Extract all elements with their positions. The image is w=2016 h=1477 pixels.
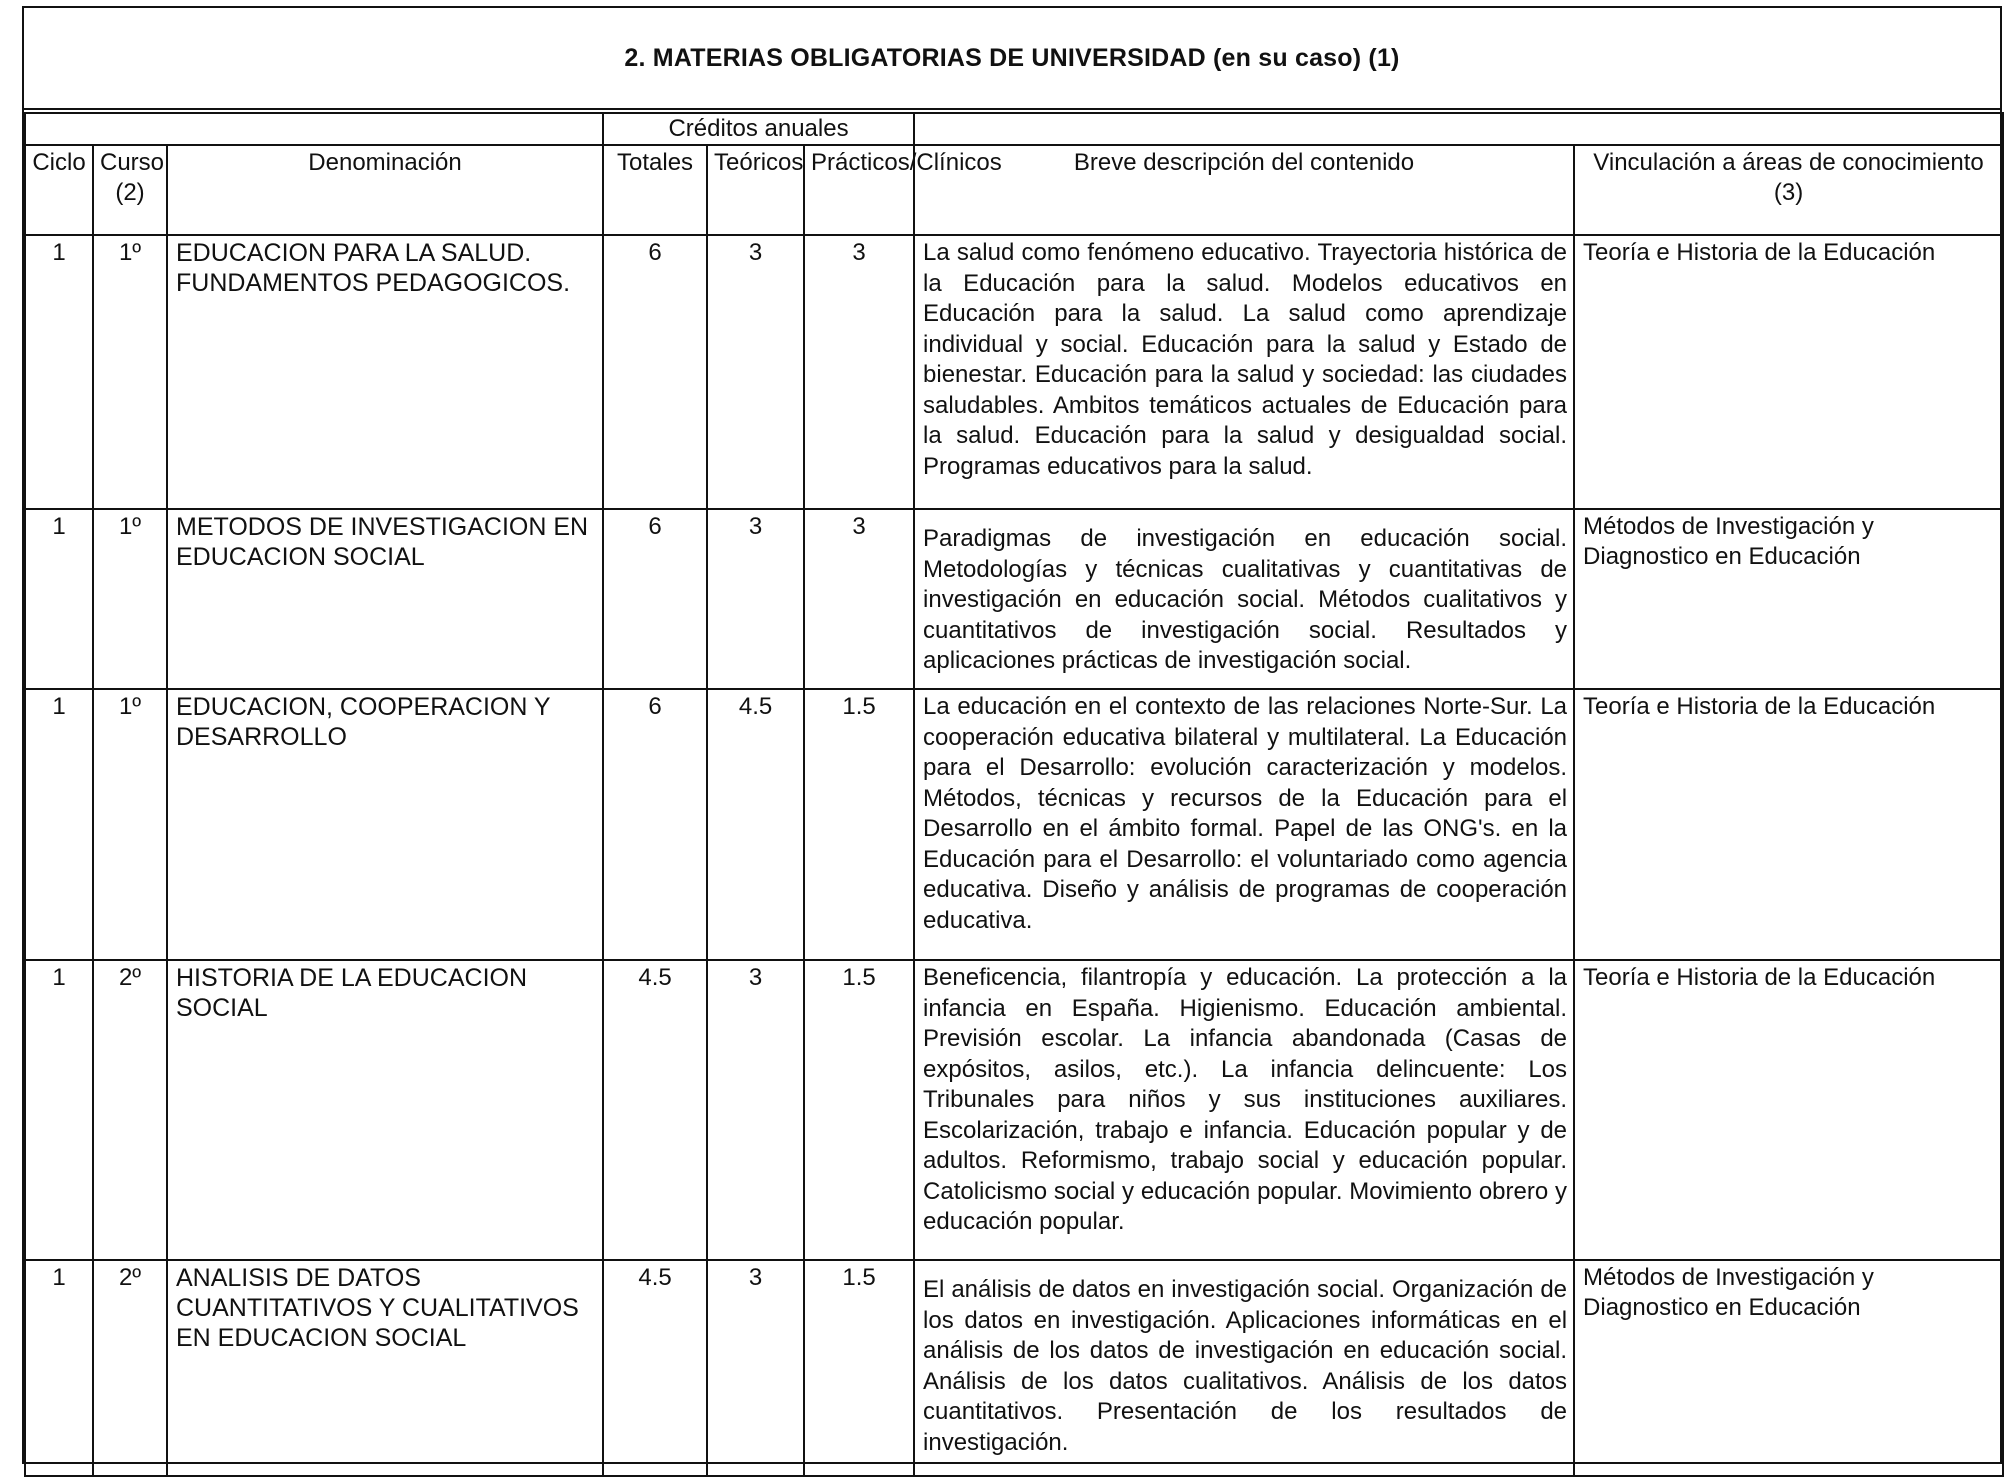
cell-ciclo: 1 — [25, 689, 93, 960]
table-row — [25, 960, 2003, 1260]
cell-ciclo: 1 — [25, 235, 93, 509]
table-row — [25, 235, 2003, 509]
cell-area: Métodos de Investigación y Diagnostico en Educación — [1574, 1260, 2003, 1476]
cell-practicos: 1.5 — [804, 689, 914, 960]
page-title: 2. MATERIAS OBLIGATORIAS DE UNIVERSIDAD (en su caso) (1) — [624, 43, 1400, 72]
cell-descripcion: La salud como fenómeno educativo. Trayectoria histórica de la Educación para la salud. Modelos educativos en Educación para la salud. La salud como aprendizaje individual y social. Educación para la salud y Estado de bienestar. Educación para la salud y sociedad: las ciudades saludables. Ambitos temáticos actuales de Educación para la salud. Educación para la salud y desigualdad social. Programas educativos para la salud. — [914, 235, 1574, 509]
cell-curso: 2º — [93, 960, 167, 1260]
cell-denominacion: ANALISIS DE DATOS CUANTITATIVOS Y CUALITATIVOS EN EDUCACION SOCIAL — [167, 1260, 603, 1476]
table-row — [25, 689, 2003, 960]
cell-practicos: 1.5 — [804, 960, 914, 1260]
cell-curso: 2º — [93, 1260, 167, 1476]
cell-area: Teoría e Historia de la Educación — [1574, 689, 2003, 960]
cell-totales: 4.5 — [603, 960, 707, 1260]
cell-area: Teoría e Historia de la Educación — [1574, 235, 2003, 509]
header-group-row — [25, 113, 2003, 145]
cell-totales: 6 — [603, 509, 707, 689]
header-vinculacion: Vinculación a áreas de conocimiento (3) — [1574, 145, 2003, 235]
cell-area: Teoría e Historia de la Educación — [1574, 960, 2003, 1260]
cell-curso: 1º — [93, 509, 167, 689]
cell-descripcion: Paradigmas de investigación en educación social. Metodologías y técnicas cualitativas y cuantitativas de investigación en educación social. Métodos cualitativos y cuantitativos de investigación social. Resultados y aplicaciones prácticas de investigación social. — [914, 509, 1574, 689]
cell-descripcion: La educación en el contexto de las relaciones Norte-Sur. La cooperación educativa bilateral y multilateral. La Educación para el Desarrollo: evolución caracterización y modelos. Métodos, técnicas y recursos de la Educación para el Desarrollo en el ámbito formal. Papel de las ONG's. en la Educación para el Desarrollo: el voluntariado como agencia educativa. Diseño y análisis de programas de cooperación educativa. — [914, 689, 1574, 960]
cell-descripcion: Beneficencia, filantropía y educación. La protección a la infancia en España. Higienismo. Educación ambiental. Previsión escolar. La infancia abandonada (Casas de expósitos, asilos, etc.). La infancia delincuente: Los Tribunales para niños y sus instituciones auxiliares. Escolarización, trabajo e infancia. Educación popular y de adultos. Reformismo, trabajo social y educación popular. Catolicismo social y educación popular. Movimiento obrero y educación popular. — [914, 960, 1574, 1260]
header-totales: Totales — [603, 145, 707, 235]
cell-teoricos: 3 — [707, 1260, 804, 1476]
header-ciclo: Ciclo — [25, 145, 93, 235]
cell-practicos: 3 — [804, 509, 914, 689]
cell-totales: 4.5 — [603, 1260, 707, 1476]
cell-denominacion: HISTORIA DE LA EDUCACION SOCIAL — [167, 960, 603, 1260]
header-row — [25, 145, 2003, 235]
cell-denominacion: EDUCACION PARA LA SALUD. FUNDAMENTOS PEDAGOGICOS. — [167, 235, 603, 509]
cell-totales: 6 — [603, 689, 707, 960]
cell-teoricos: 3 — [707, 509, 804, 689]
table-row — [25, 509, 2003, 689]
header-denominacion: Denominación — [167, 145, 603, 235]
header-teoricos: Teóricos — [707, 145, 804, 235]
cell-curso: 1º — [93, 689, 167, 960]
cell-denominacion: METODOS DE INVESTIGACION EN EDUCACION SOCIAL — [167, 509, 603, 689]
cell-curso: 1º — [93, 235, 167, 509]
cell-ciclo: 1 — [25, 1260, 93, 1476]
cell-practicos: 3 — [804, 235, 914, 509]
cell-totales: 6 — [603, 235, 707, 509]
header-practicos: Prácticos/Clínicos — [804, 145, 914, 235]
document-frame — [22, 6, 2002, 1464]
subjects-table — [24, 112, 2004, 1477]
cell-practicos: 1.5 — [804, 1260, 914, 1476]
header-curso: Curso (2) — [93, 145, 167, 235]
cell-teoricos: 3 — [707, 235, 804, 509]
table-row — [25, 1260, 2003, 1476]
header-credits-group: Créditos anuales — [603, 113, 914, 145]
cell-teoricos: 4.5 — [707, 689, 804, 960]
cell-denominacion: EDUCACION, COOPERACION Y DESARROLLO — [167, 689, 603, 960]
cell-ciclo: 1 — [25, 509, 93, 689]
cell-teoricos: 3 — [707, 960, 804, 1260]
cell-area: Métodos de Investigación y Diagnostico en Educación — [1574, 509, 2003, 689]
header-descripcion: Breve descripción del contenido — [914, 145, 1574, 235]
title-box — [24, 8, 2000, 110]
cell-ciclo: 1 — [25, 960, 93, 1260]
cell-descripcion: El análisis de datos en investigación social. Organización de los datos en investigación. Aplicaciones informáticas en el análisis de los datos de investigación en educación social. Análisis de los datos cualitativos. Análisis de los datos cuantitativos. Presentación de los resultados de investigación. — [914, 1260, 1574, 1476]
